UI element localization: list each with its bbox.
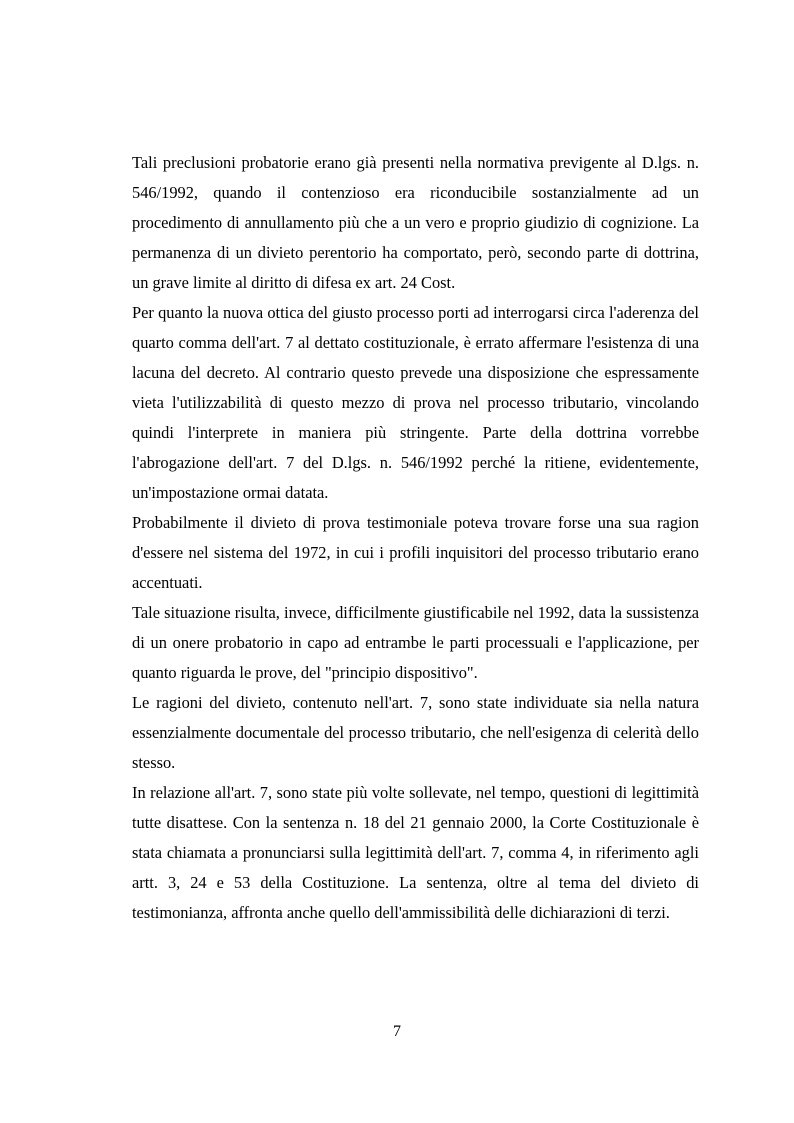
paragraph-1: Tali preclusioni probatorie erano già presenti nella normativa previgente al D.lgs. n. 546/1992, quando il contenzioso era riconducibile sostanzialmente ad un procedimento di annullamento più che a un vero e proprio giudizio di cognizione. La permanenza di un divieto perentorio ha comportato, però, secondo parte di dottrina, un grave limite al diritto di difesa ex art. 24 Cost. <box>132 153 699 292</box>
body-text <box>132 148 699 928</box>
paragraph-2: Per quanto la nuova ottica del giusto processo porti ad interrogarsi circa l'aderenza del quarto comma dell'art. 7 al dettato costituzionale, è errato affermare l'esistenza di una lacuna del decreto. Al contrario questo prevede una disposizione che espressamente vieta l'utilizzabilità di questo mezzo di prova nel processo tributario, vincolando quindi l'interprete in maniera più stringente. Parte della dottrina vorrebbe l'abrogazione dell'art. 7 del D.lgs. n. 546/1992 perché la ritiene, evidentemente, un'impostazione ormai datata. <box>132 303 699 502</box>
page-number: 7 <box>393 1023 401 1040</box>
paragraph-3: Probabilmente il divieto di prova testimoniale poteva trovare forse una sua ragion d'essere nel sistema del 1972, in cui i profili inquisitori del processo tributario erano accentuati. <box>132 513 699 592</box>
paragraph-5: Le ragioni del divieto, contenuto nell'art. 7, sono state individuate sia nella natura essenzialmente documentale del processo tributario, che nell'esigenza di celerità dello stesso. <box>132 693 699 772</box>
paragraph-6: In relazione all'art. 7, sono state più volte sollevate, nel tempo, questioni di legittimità tutte disattese. Con la sentenza n. 18 del 21 gennaio 2000, la Corte Costituzionale è stata chiamata a pronunciarsi sulla legittimità dell'art. 7, comma 4, in riferimento agli artt. 3, 24 e 53 della Costituzione. La sentenza, oltre al tema del divieto di testimonianza, affronta anche quello dell'ammissibilità delle dichiarazioni di terzi. <box>132 783 699 922</box>
paragraph-4: Tale situazione risulta, invece, difficilmente giustificabile nel 1992, data la sussistenza di un onere probatorio in capo ad entrambe le parti processuali e l'applicazione, per quanto riguarda le prove, del "principio dispositivo". <box>132 603 699 682</box>
